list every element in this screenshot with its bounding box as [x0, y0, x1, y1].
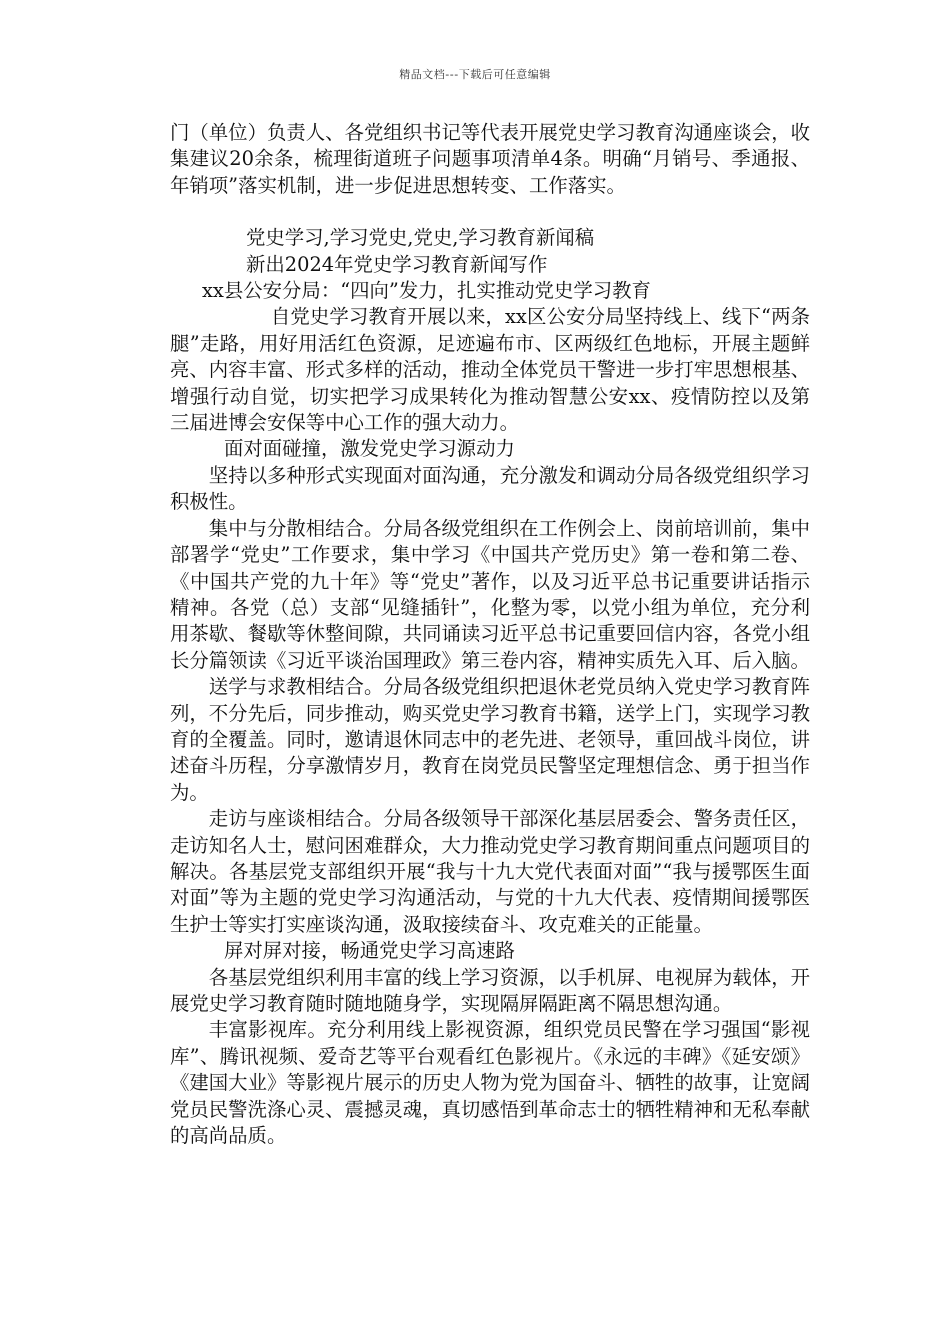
paragraph: 走访与座谈相结合。分局各级领导干部深化基层居委会、警务责任区，走访知名人士，慰问困难群众，大力推动党史学习教育期间重点问题项目的解决。各基层党支部组织开展“我与十九大党代表面对面”“我与援鄂医生面对面”等为主题的党史学习沟通活动，与党的十九大代表、疫情期间援鄂医生护士等实打实座谈沟通，汲取接续奋斗、攻克难关的正能量。	[170, 807, 810, 936]
paragraph-lead: 自党史学习教育开展以来，xx区公安分局坚持线上、线下“两条腿”走路，用好用活红色资源，足迹遍布市、区两级红色地标，开展主题鲜亮、内容丰富、形式多样的活动，推动全体党员干警进一步打牢思想根基、增强行动自觉，切实把学习成果转化为推动智慧公安xx、疫情防控以及第三届进博会安保等中心工作的强大动力。	[170, 305, 810, 435]
article-title: xx县公安分局：“四向”发力，扎实推动党史学习教育	[202, 279, 651, 303]
paragraph: 送学与求教相结合。分局各级党组织把退休老党员纳入党史学习教育阵列，不分先后，同步推动，购买党史学习教育书籍，送学上门，实现学习教育的全覆盖。同时，邀请退休同志中的老先进、老领导，重回战斗岗位，讲述奋斗历程，分享激情岁月，教育在岗党员民警坚定理想信念、勇于担当作为。	[170, 675, 810, 804]
blank-line	[170, 199, 810, 225]
paragraph: 丰富影视库。充分利用线上影视资源，组织党员民警在学习强国“影视库”、腾讯视频、爱奇艺等平台观看红色影视片。《永远的丰碑》《延安颂》《建国大业》等影视片展示的历史人物为党为国奋斗、牺牲的故事，让宽阔党员民警洗涤心灵、震撼灵魂，真切感悟到革命志士的牺牲精神和无私奉献的高尚品质。	[170, 1018, 810, 1148]
paragraph: 坚持以多种形式实现面对面沟通，充分激发和调动分局各级党组织学习积极性。	[170, 463, 810, 514]
paragraph: 集中与分散相结合。分局各级党组织在工作例会上、岗前培训前，集中部署学“党史”工作要求，集中学习《中国共产党历史》第一卷和第二卷、《中国共产党的九十年》等“党史”著作，以及习近平总书记重要讲话指示精神。各党（总）支部“见缝插针”，化整为零，以党小组为单位，充分利用茶歇、餐歇等休整间隙，共同诵读习近平总书记重要回信内容，各党小组长分篇领读《习近平谈治国理政》第三卷内容，精神实质先入耳、后入脑。	[170, 516, 810, 672]
paragraph: 各基层党组织利用丰富的线上学习资源，以手机屏、电视屏为载体，开展党史学习教育随时随地随身学，实现隔屏隔距离不隔思想沟通。	[170, 965, 810, 1015]
section-heading-1: 面对面碰撞，激发党史学习源动力	[224, 437, 515, 461]
section-heading-2: 屏对屏对接，畅通党史学习高速路	[224, 939, 515, 963]
paragraph-intro: 门（单位）负责人、各党组织书记等代表开展党史学习教育沟通座谈会，收集建议20余条，梳理街道班子问题事项清单4条。明确“月销号、季通报、年销项”落实机制，进一步促进思想转变、工作落实。	[170, 121, 810, 197]
document-body	[170, 120, 810, 1149]
keywords-line: 党史学习,学习党史,党史,学习教育新闻稿	[246, 226, 595, 250]
page-header: 精品文档---下载后可任意编辑	[399, 68, 551, 81]
document-title: 新出2024年党史学习教育新闻写作	[246, 252, 548, 276]
